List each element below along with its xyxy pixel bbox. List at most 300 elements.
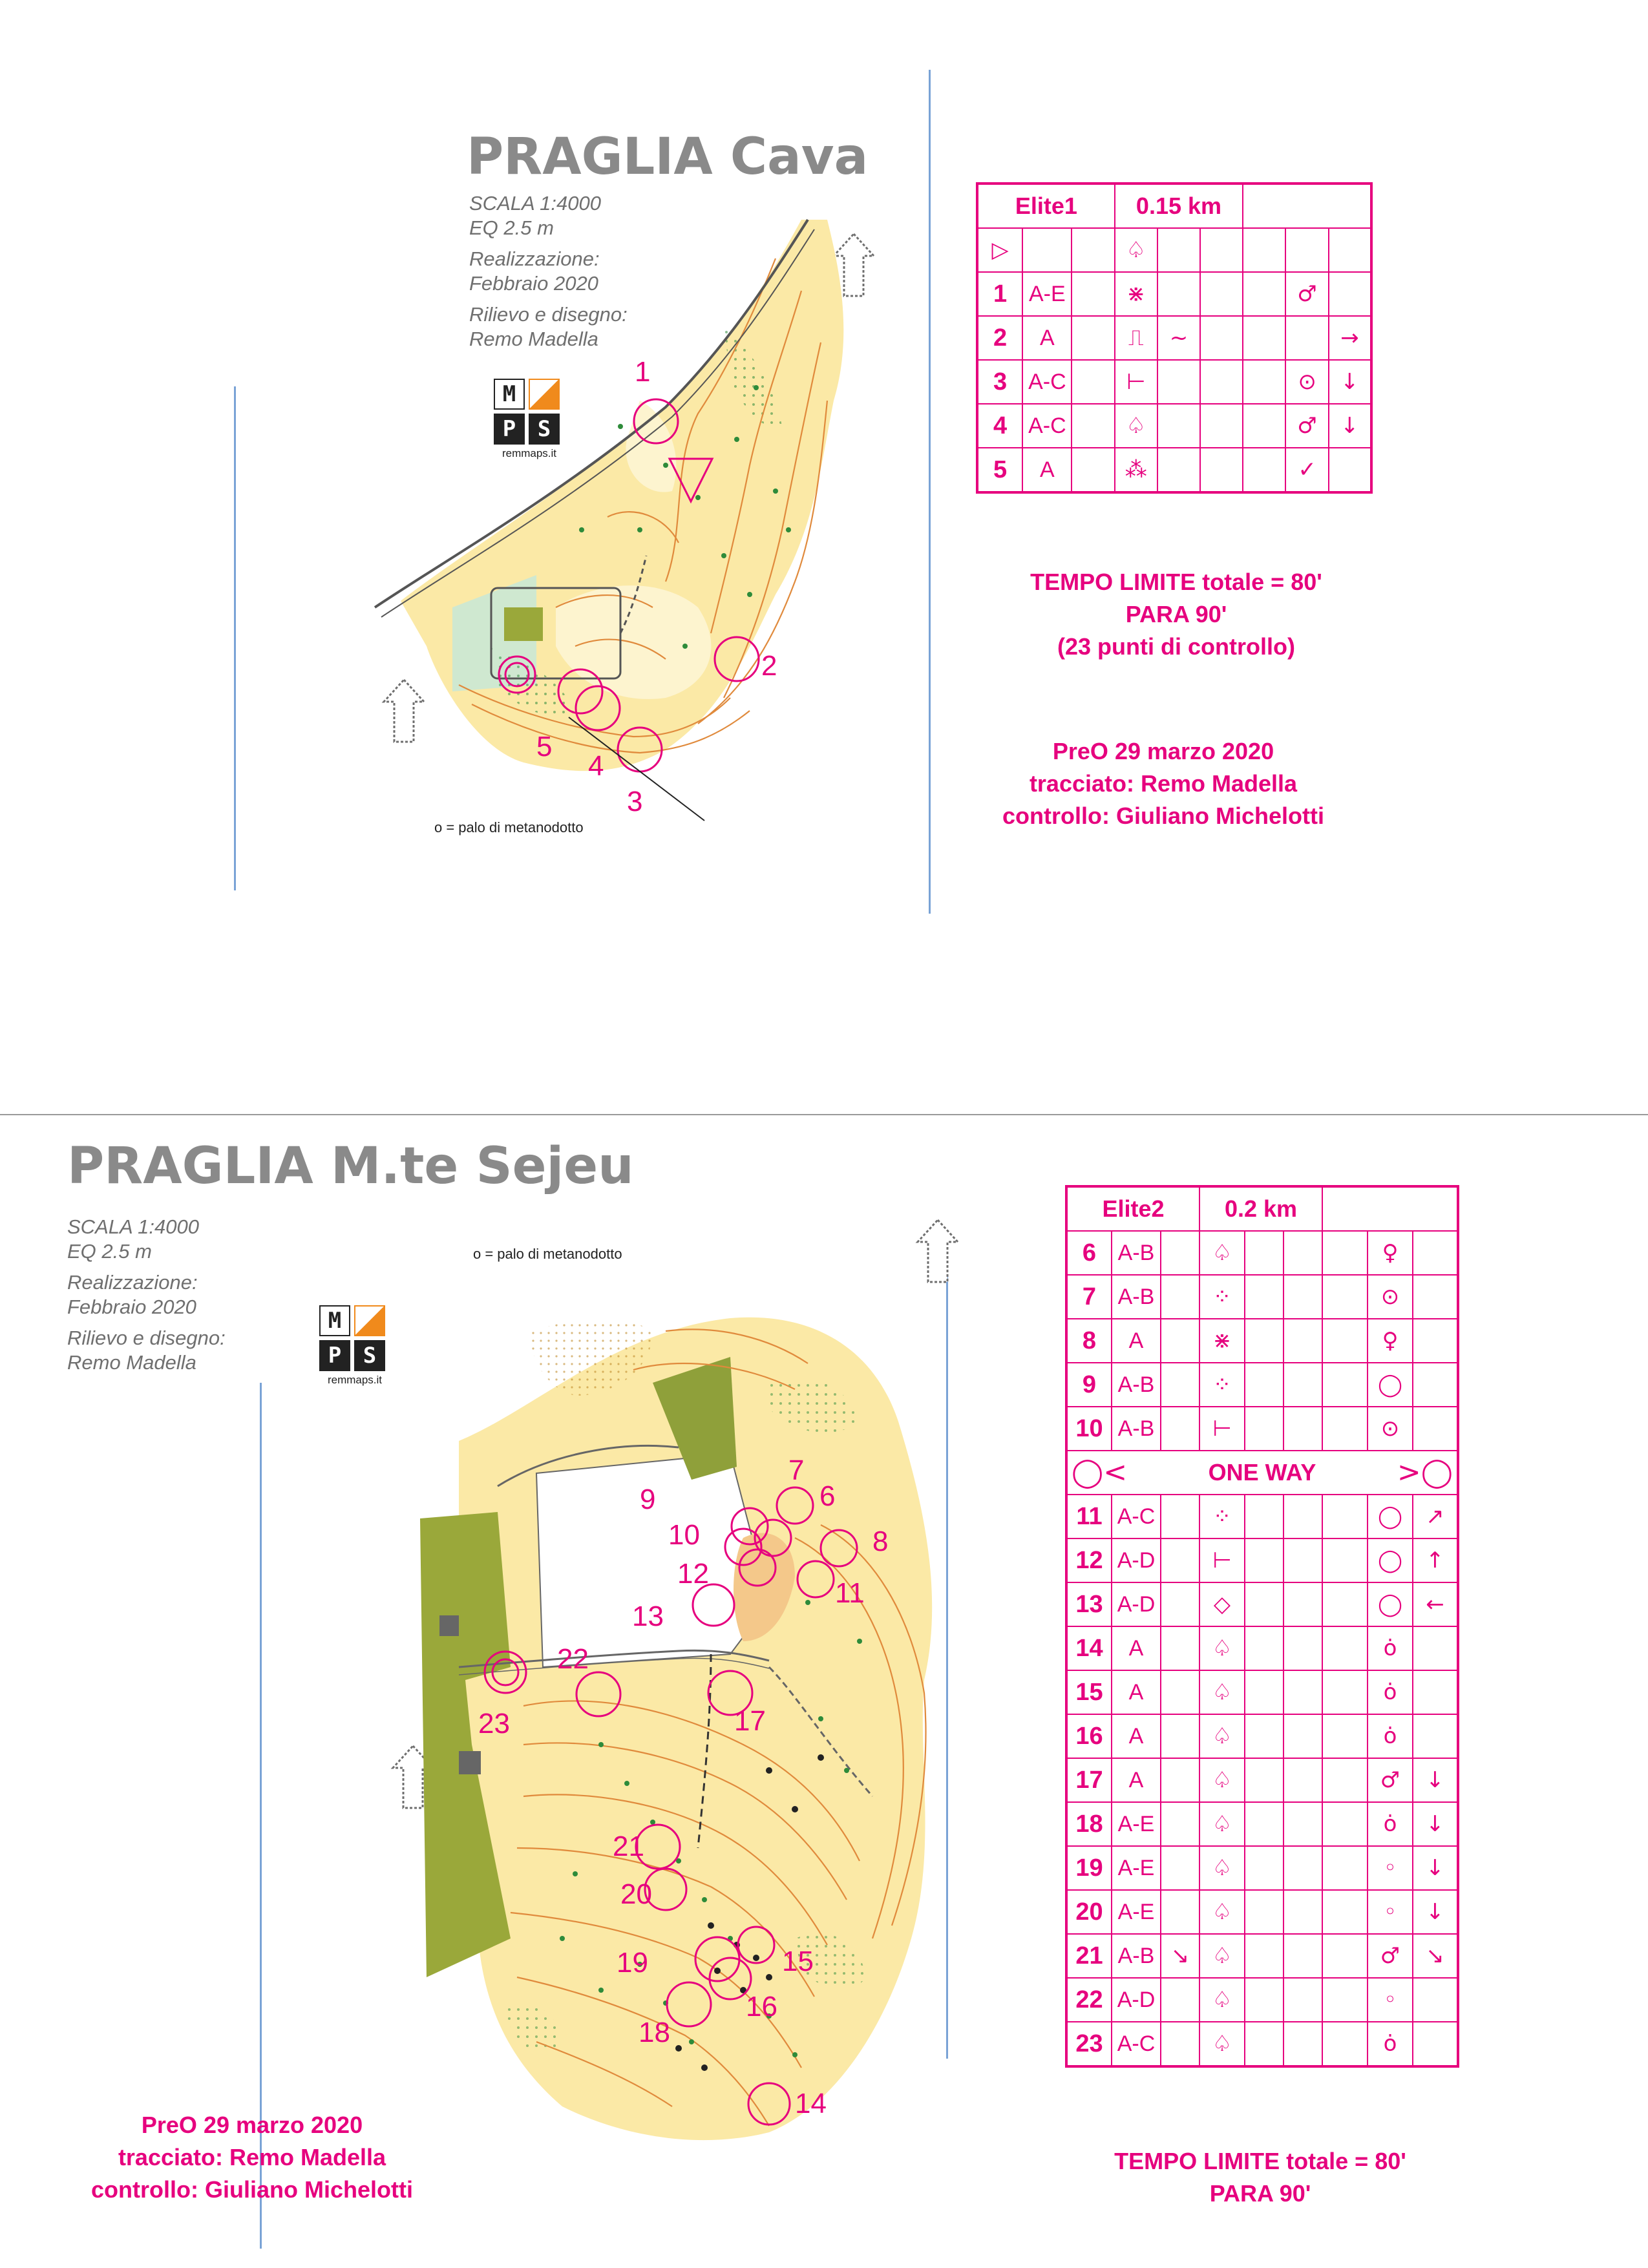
- course-controller: controllo: Giuliano Michelotti: [1002, 803, 1324, 829]
- column-g: [1322, 1758, 1368, 1802]
- direction-symbol: ↑: [1413, 1538, 1458, 1582]
- column-c-symbol: [1161, 1758, 1199, 1802]
- sheet-border-line: [929, 70, 931, 914]
- column-g: [1322, 1407, 1368, 1451]
- map-legend-note: o = palo di metanodotto: [473, 1246, 622, 1262]
- event-date: PreO 29 marzo 2020: [141, 2112, 363, 2138]
- answer-range: A-E: [1112, 1802, 1161, 1846]
- control-label-5: 5: [536, 731, 553, 762]
- column-f: [1284, 1495, 1322, 1538]
- direction-symbol: ↗: [1413, 1495, 1458, 1538]
- rilievo-label: Rilievo e disegno:: [67, 1327, 226, 1349]
- control-number: 5: [977, 448, 1022, 492]
- column-g: [1322, 1319, 1368, 1363]
- column-c-symbol: [1161, 1231, 1199, 1275]
- time-limit-line: TEMPO LIMITE totale = 80': [1030, 569, 1322, 595]
- column-e: [1245, 1758, 1284, 1802]
- rilievo-label: Rilievo e disegno:: [469, 303, 628, 326]
- direction-symbol: [1413, 1978, 1458, 2022]
- control-label-2: 2: [761, 650, 777, 682]
- one-way-label: ONE WAY: [1208, 1459, 1316, 1486]
- logo-letter-s: S: [354, 1340, 385, 1371]
- column-c-symbol: [1161, 1714, 1199, 1758]
- direction-symbol: ↓: [1413, 1890, 1458, 1934]
- feature-symbol: ⊢: [1199, 1407, 1245, 1451]
- one-way-start-icon: ◯<: [1072, 1456, 1128, 1489]
- knoll-icon: ⎍: [1115, 316, 1157, 360]
- column-g: [1322, 1626, 1368, 1670]
- map-title: PRAGLIA M.te Sejeu: [67, 1137, 634, 1195]
- control-number: 2: [977, 316, 1022, 360]
- control-label-19: 19: [617, 1947, 648, 1979]
- description-row: [1066, 1758, 1458, 1802]
- column-f: [1284, 1846, 1322, 1890]
- description-row: [1066, 1934, 1458, 1978]
- answer-range: A-B: [1112, 1231, 1161, 1275]
- feature-symbol: ⋇: [1199, 1319, 1245, 1363]
- feature-symbol: ♤: [1199, 1846, 1245, 1890]
- control-number: 23: [1066, 2022, 1112, 2066]
- course-distance: 0.15 km: [1115, 184, 1243, 228]
- column-g: [1322, 1363, 1368, 1407]
- column-f: [1284, 1978, 1322, 2022]
- column-e: [1245, 1231, 1284, 1275]
- column-c-symbol: [1161, 1319, 1199, 1363]
- orienteering-map-sejeu: [407, 1292, 976, 2158]
- control-label-13: 13: [632, 1601, 664, 1632]
- description-row: [1066, 1319, 1458, 1363]
- event-info: [956, 735, 1370, 832]
- circle-dot-icon: ♂: [1285, 272, 1328, 316]
- sheet-praglia-cava: [0, 0, 1648, 1111]
- map-legend-note: o = palo di metanodotto: [434, 819, 584, 835]
- time-limit-line: TEMPO LIMITE totale = 80': [1114, 2148, 1406, 2174]
- circle-dot-icon: ♂: [1285, 404, 1328, 448]
- control-label-6: 6: [819, 1480, 836, 1512]
- column-c-symbol: [1161, 1275, 1199, 1319]
- rows-before-oneway: [1066, 1231, 1458, 1451]
- column-f: [1284, 1363, 1322, 1407]
- orienteering-map-cava: [362, 194, 853, 840]
- location-symbol: ♀: [1368, 1319, 1413, 1363]
- answer-range: A-B: [1112, 1363, 1161, 1407]
- column-g: [1322, 1890, 1368, 1934]
- control-label-17: 17: [734, 1705, 766, 1737]
- control-number: 1: [977, 272, 1022, 316]
- column-e: [1245, 2022, 1284, 2066]
- course-distance: 0.2 km: [1199, 1186, 1322, 1231]
- column-g: [1322, 1495, 1368, 1538]
- column-g: [1322, 1934, 1368, 1978]
- map-title: PRAGLIA Cava: [467, 128, 869, 186]
- arrow-right-icon: →: [1329, 316, 1371, 360]
- column-f: [1284, 1407, 1322, 1451]
- column-f: [1284, 1582, 1322, 1626]
- column-g: [1322, 1846, 1368, 1890]
- column-e: [1245, 1626, 1284, 1670]
- event-info: [52, 2109, 452, 2206]
- column-c-symbol: [1161, 1670, 1199, 1714]
- direction-symbol: [1413, 1714, 1458, 1758]
- answer-range: A: [1112, 1319, 1161, 1363]
- location-symbol: ◯: [1368, 1363, 1413, 1407]
- control-label-20: 20: [620, 1878, 652, 1910]
- answer-range: A: [1112, 1670, 1161, 1714]
- control-number: 10: [1066, 1407, 1112, 1451]
- course-class: Elite2: [1066, 1186, 1199, 1231]
- column-e: [1245, 1275, 1284, 1319]
- description-row: [977, 272, 1371, 316]
- feature-symbol: ♤: [1199, 1802, 1245, 1846]
- rilievo-author: Remo Madella: [67, 1351, 196, 1374]
- description-row: [1066, 1275, 1458, 1319]
- description-row: [977, 360, 1371, 404]
- direction-symbol: [1413, 1363, 1458, 1407]
- description-row: [1066, 1714, 1458, 1758]
- tree-icon: ♤: [1115, 404, 1157, 448]
- column-g: [1322, 1231, 1368, 1275]
- header-blank: [1243, 184, 1371, 228]
- map-meta: [67, 1215, 226, 1375]
- header-blank: [1322, 1186, 1458, 1231]
- column-e: [1245, 1495, 1284, 1538]
- feature-symbol: ⁘: [1199, 1495, 1245, 1538]
- column-c-symbol: [1161, 1626, 1199, 1670]
- direction-symbol: [1413, 1626, 1458, 1670]
- answer-range: A-E: [1112, 1890, 1161, 1934]
- realizzazione-date: Febbraio 2020: [469, 272, 598, 295]
- control-number: 19: [1066, 1846, 1112, 1890]
- column-e: [1245, 1538, 1284, 1582]
- answer-range: A: [1112, 1758, 1161, 1802]
- answer-range: A: [1022, 448, 1072, 492]
- answer-range: A-E: [1112, 1846, 1161, 1890]
- answer-range: A-B: [1112, 1407, 1161, 1451]
- scale-text: SCALA 1:4000: [67, 1215, 199, 1238]
- location-symbol: ȯ: [1368, 2022, 1413, 2066]
- column-e: [1245, 1934, 1284, 1978]
- control-number: 4: [977, 404, 1022, 448]
- feature-symbol: ⁘: [1199, 1275, 1245, 1319]
- control-number: 12: [1066, 1538, 1112, 1582]
- rilievo-author: Remo Madella: [469, 328, 598, 350]
- answer-range: A-C: [1112, 2022, 1161, 2066]
- column-f: [1284, 1934, 1322, 1978]
- control-label-4: 4: [588, 750, 604, 782]
- answer-range: A-C: [1022, 404, 1072, 448]
- description-row: [1066, 1978, 1458, 2022]
- column-e: [1245, 1319, 1284, 1363]
- column-f: [1284, 1670, 1322, 1714]
- column-c-symbol: [1161, 1802, 1199, 1846]
- answer-range: A-C: [1022, 360, 1072, 404]
- control-label-9: 9: [640, 1484, 656, 1515]
- column-f: [1284, 1714, 1322, 1758]
- control-number: 7: [1066, 1275, 1112, 1319]
- column-e: [1245, 1978, 1284, 2022]
- feature-symbol: ⊢: [1199, 1538, 1245, 1582]
- column-c-symbol: [1161, 1978, 1199, 2022]
- direction-symbol: [1413, 2022, 1458, 2066]
- arrow-down-icon: ↓: [1329, 360, 1371, 404]
- column-e: [1245, 1407, 1284, 1451]
- column-c-symbol: [1161, 1495, 1199, 1538]
- course-setter: tracciato: Remo Madella: [1029, 770, 1298, 797]
- one-way-end-icon: >◯: [1397, 1456, 1453, 1489]
- time-limit-info: [1060, 2145, 1461, 2210]
- control-number: 8: [1066, 1319, 1112, 1363]
- realizzazione-label: Realizzazione:: [469, 247, 600, 270]
- building: [459, 1751, 481, 1774]
- column-e: [1245, 1363, 1284, 1407]
- location-symbol: ◦: [1368, 1890, 1413, 1934]
- answer-range: A-C: [1112, 1495, 1161, 1538]
- answer-range: A-E: [1022, 272, 1072, 316]
- control-label-3: 3: [627, 786, 643, 817]
- description-row: [1066, 1495, 1458, 1538]
- control-number: 15: [1066, 1670, 1112, 1714]
- direction-symbol: ↓: [1413, 1758, 1458, 1802]
- column-f: [1284, 1626, 1322, 1670]
- control-number: 18: [1066, 1802, 1112, 1846]
- logo-letter-p: P: [319, 1340, 350, 1371]
- logo-orange-triangle: [354, 1305, 385, 1336]
- control-number: 22: [1066, 1978, 1112, 2022]
- column-c-symbol: [1161, 1407, 1199, 1451]
- description-row: [1066, 1407, 1458, 1451]
- description-row: [977, 316, 1371, 360]
- para-line: PARA 90': [1209, 2180, 1311, 2207]
- location-symbol: ⊙: [1368, 1275, 1413, 1319]
- course-controller: controllo: Giuliano Michelotti: [91, 2176, 413, 2203]
- equidistance-text: EQ 2.5 m: [67, 1240, 152, 1263]
- column-e: [1245, 1670, 1284, 1714]
- column-g: [1322, 1670, 1368, 1714]
- arrow-down-icon: ↓: [1329, 404, 1371, 448]
- realizzazione-date: Febbraio 2020: [67, 1296, 196, 1318]
- answer-range: A-D: [1112, 1538, 1161, 1582]
- direction-symbol: [1413, 1670, 1458, 1714]
- sheet-praglia-mte-sejeu: [0, 1111, 1648, 2268]
- logo-caption: remmaps.it: [327, 1374, 383, 1386]
- tree-icon: ♤: [1115, 228, 1157, 272]
- control-number: 14: [1066, 1626, 1112, 1670]
- scale-text: SCALA 1:4000: [469, 192, 601, 215]
- column-c-symbol: [1161, 1538, 1199, 1582]
- rows-after-oneway: [1066, 1495, 1458, 2066]
- logo-letter-m: M: [319, 1305, 350, 1336]
- controls-count-line: (23 punti di controllo): [1057, 633, 1295, 660]
- control-number: 17: [1066, 1758, 1112, 1802]
- feature-symbol: ◇: [1199, 1582, 1245, 1626]
- direction-symbol: ↓: [1413, 1846, 1458, 1890]
- description-row: [1066, 2022, 1458, 2066]
- feature-symbol: ♤: [1199, 1890, 1245, 1934]
- column-c-symbol: [1161, 1582, 1199, 1626]
- direction-symbol: [1413, 1319, 1458, 1363]
- description-row: [1066, 1670, 1458, 1714]
- control-number: 20: [1066, 1890, 1112, 1934]
- location-symbol: ȯ: [1368, 1802, 1413, 1846]
- logo-letter-m: M: [494, 379, 525, 410]
- start-row: [977, 228, 1371, 272]
- control-number: 16: [1066, 1714, 1112, 1758]
- answer-range: A: [1112, 1626, 1161, 1670]
- control-label-8: 8: [872, 1526, 889, 1557]
- direction-symbol: ←: [1413, 1582, 1458, 1626]
- control-label-1: 1: [635, 356, 651, 388]
- feature-symbol: ♤: [1199, 1670, 1245, 1714]
- feature-symbol: ♤: [1199, 2022, 1245, 2066]
- location-symbol: ◦: [1368, 1846, 1413, 1890]
- control-label-18: 18: [639, 2017, 670, 2048]
- direction-symbol: ↓: [1413, 1802, 1458, 1846]
- course-setter: tracciato: Remo Madella: [118, 2144, 386, 2170]
- control-label-14: 14: [795, 2088, 827, 2119]
- direction-symbol: [1413, 1407, 1458, 1451]
- column-f: [1284, 1275, 1322, 1319]
- column-c-symbol: [1161, 1890, 1199, 1934]
- grid-icon: ⋇: [1115, 272, 1157, 316]
- location-symbol: ⊙: [1368, 1407, 1413, 1451]
- column-e: [1245, 1846, 1284, 1890]
- location-symbol: ȯ: [1368, 1670, 1413, 1714]
- control-label-15: 15: [782, 1946, 814, 1977]
- control-label-10: 10: [668, 1519, 700, 1551]
- column-c-symbol: [1161, 2022, 1199, 2066]
- description-row: [1066, 1538, 1458, 1582]
- column-f: [1284, 1890, 1322, 1934]
- control-label-12: 12: [677, 1558, 709, 1590]
- control-label-11: 11: [835, 1577, 865, 1609]
- check-icon: ✓: [1285, 448, 1328, 492]
- column-c-symbol: [1161, 1846, 1199, 1890]
- start-triangle-icon: ▷: [977, 228, 1022, 272]
- feature-symbol: ♤: [1199, 1934, 1245, 1978]
- column-g: [1322, 1538, 1368, 1582]
- column-f: [1284, 1319, 1322, 1363]
- feature-symbol: ♤: [1199, 1978, 1245, 2022]
- control-descriptions-elite2: [1065, 1185, 1459, 2068]
- feature-symbol: ♤: [1199, 1231, 1245, 1275]
- control-label-16: 16: [746, 1991, 777, 2022]
- column-g: [1322, 1978, 1368, 2022]
- column-e: [1245, 1714, 1284, 1758]
- column-f: [1284, 2022, 1322, 2066]
- location-symbol: ◯: [1368, 1538, 1413, 1582]
- control-number: 11: [1066, 1495, 1112, 1538]
- control-number: 21: [1066, 1934, 1112, 1978]
- course-class: Elite1: [977, 184, 1115, 228]
- location-symbol: ◯: [1368, 1495, 1413, 1538]
- time-limit-info: [969, 566, 1383, 663]
- column-e: [1245, 1890, 1284, 1934]
- circle-dot-icon: ⊙: [1285, 360, 1328, 404]
- logo-caption: remmaps.it: [502, 447, 557, 459]
- logo-letter-s: S: [529, 414, 560, 445]
- one-way-row: [1066, 1451, 1458, 1495]
- answer-range: A: [1022, 316, 1072, 360]
- column-f: [1284, 1758, 1322, 1802]
- column-e: [1245, 1582, 1284, 1626]
- control-label-21: 21: [613, 1831, 644, 1862]
- direction-symbol: [1413, 1275, 1458, 1319]
- column-c-symbol: [1161, 1363, 1199, 1407]
- description-row: [1066, 1231, 1458, 1275]
- description-row: [1066, 1626, 1458, 1670]
- para-line: PARA 90': [1125, 601, 1227, 627]
- rough-icon: ⁂: [1115, 448, 1157, 492]
- feature-symbol: ♤: [1199, 1758, 1245, 1802]
- answer-range: A-B: [1112, 1934, 1161, 1978]
- event-date: PreO 29 marzo 2020: [1052, 738, 1274, 764]
- control-number: 3: [977, 360, 1022, 404]
- answer-range: A-B: [1112, 1275, 1161, 1319]
- answer-range: A-D: [1112, 1582, 1161, 1626]
- control-number: 13: [1066, 1582, 1112, 1626]
- feature-symbol: ⁘: [1199, 1363, 1245, 1407]
- description-row: [1066, 1890, 1458, 1934]
- column-f: [1284, 1802, 1322, 1846]
- control-number: 9: [1066, 1363, 1112, 1407]
- location-symbol: ȯ: [1368, 1626, 1413, 1670]
- spur-icon: ⊢: [1115, 360, 1157, 404]
- control-label-22: 22: [557, 1643, 589, 1675]
- column-f: [1284, 1231, 1322, 1275]
- description-row: [1066, 1363, 1458, 1407]
- description-row: [1066, 1582, 1458, 1626]
- control-number: 6: [1066, 1231, 1112, 1275]
- tilde-icon: ~: [1157, 316, 1200, 360]
- location-symbol: ♂: [1368, 1758, 1413, 1802]
- location-symbol: ♂: [1368, 1934, 1413, 1978]
- column-g: [1322, 1714, 1368, 1758]
- description-row: [977, 404, 1371, 448]
- control-label-23: 23: [478, 1708, 510, 1739]
- direction-symbol: [1413, 1231, 1458, 1275]
- magnetic-north-line: [234, 386, 236, 890]
- location-symbol: ◦: [1368, 1978, 1413, 2022]
- building: [504, 607, 543, 641]
- remmaps-logo: [319, 1305, 390, 1387]
- equidistance-text: EQ 2.5 m: [469, 216, 554, 239]
- direction-symbol: ↘: [1413, 1934, 1458, 1978]
- location-symbol: ◯: [1368, 1582, 1413, 1626]
- answer-range: A: [1112, 1714, 1161, 1758]
- description-row: [977, 448, 1371, 492]
- location-symbol: ♀: [1368, 1231, 1413, 1275]
- feature-symbol: ♤: [1199, 1626, 1245, 1670]
- control-descriptions-elite1: [976, 182, 1373, 494]
- column-e: [1245, 1802, 1284, 1846]
- logo-letter-p: P: [494, 414, 525, 445]
- control-label-7: 7: [788, 1454, 805, 1486]
- description-row: [1066, 1802, 1458, 1846]
- column-g: [1322, 1802, 1368, 1846]
- column-g: [1322, 1275, 1368, 1319]
- answer-range: A-D: [1112, 1978, 1161, 2022]
- column-g: [1322, 2022, 1368, 2066]
- feature-symbol: ♤: [1199, 1714, 1245, 1758]
- north-arrow-icon: [915, 1219, 960, 1283]
- building: [439, 1615, 459, 1636]
- description-row: [1066, 1846, 1458, 1890]
- realizzazione-label: Realizzazione:: [67, 1271, 198, 1294]
- column-c-symbol: ↘: [1161, 1934, 1199, 1978]
- column-g: [1322, 1582, 1368, 1626]
- column-f: [1284, 1538, 1322, 1582]
- location-symbol: ȯ: [1368, 1714, 1413, 1758]
